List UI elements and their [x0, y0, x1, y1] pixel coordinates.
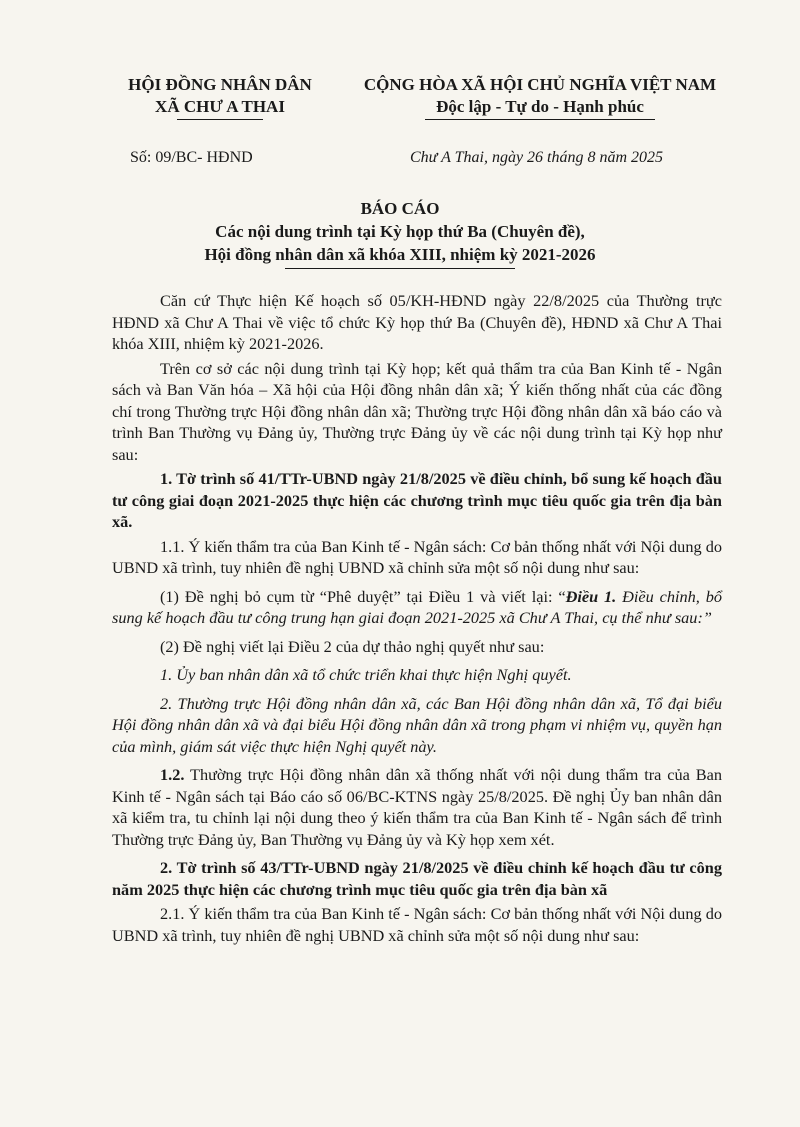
section-1-heading: 1. Tờ trình số 41/TTr-UBND ngày 21/8/2025 về điều chỉnh, bổ sung kế hoạch đầu tư công giai đoạn 2021-2025 thực hiện các chương trình mục tiêu quốc gia trên địa bàn xã. — [112, 469, 722, 531]
national-motto — [335, 74, 745, 120]
title-line-2: Hội đồng nhân dân xã khóa XIII, nhiệm kỳ 2021-2026 — [204, 245, 596, 264]
document-number: Số: 09/BC- HĐND — [130, 149, 253, 166]
issuing-organization — [110, 74, 330, 120]
nation-line-1: CỘNG HÒA XÃ HỘI CHỦ NGHĨA VIỆT NAM — [363, 75, 717, 94]
title-kind: BÁO CÁO — [360, 199, 440, 218]
title-line-1: Các nội dung trình tại Kỳ họp thứ Ba (Chuyên đề), — [215, 222, 585, 241]
article-2-clause-2: 2. Thường trực Hội đồng nhân dân xã, các Ban Hội đồng nhân dân xã, Tổ đại biểu Hội đồng nhân dân xã và đại biểu Hội đồng nhân dân xã trong phạm vi nhiệm vụ, quyền hạn của mình, giám sát việc thực hiện Nghị quyết này. — [112, 693, 722, 756]
section-1-2 — [112, 764, 722, 850]
org-underline — [177, 119, 263, 120]
section-2-1: 2.1. Ý kiến thẩm tra của Ban Kinh tế - Ngân sách: Cơ bản thống nhất với Nội dung do UBND xã trình, tuy nhiên đề nghị UBND xã chỉnh sửa một số nội dung như sau: — [112, 904, 722, 945]
item-1-article: Điều 1. — [565, 586, 617, 606]
section-1-2-number: 1.2. — [160, 765, 185, 784]
document-title — [100, 197, 700, 269]
item-1-prefix: (1) Đề nghị bỏ cụm từ “Phê duyệt” tại Điều 1 và viết lại: “ — [160, 586, 566, 606]
section-2-heading: 2. Tờ trình số 43/TTr-UBND ngày 21/8/2025 về điều chỉnh kế hoạch đầu tư công năm 2025 thực hiện các chương trình mục tiêu quốc gia trên địa bàn xã — [112, 858, 722, 899]
article-2-clause-1: 1. Ủy ban nhân dân xã tổ chức triển khai thực hiện Nghị quyết. — [160, 665, 572, 684]
section-1-2-text: Thường trực Hội đồng nhân dân xã thống nhất với nội dung thẩm tra của Ban Kinh tế - Ngân sách tại Báo cáo số 06/BC-KTNS ngày 25/8/2025. Đề nghị Ủy ban nhân dân xã kiểm tra, tu chỉnh lại nội dung theo ý kiến thẩm tra của Ban Kinh tế - Ngân sách để trình Thường trực Đảng ủy, Ban Thường vụ Đảng ủy và Kỳ họp xem xét. — [112, 765, 722, 849]
nation-line-2: Độc lập - Tự do - Hạnh phúc — [436, 97, 644, 116]
place-date: Chư A Thai, ngày 26 tháng 8 năm 2025 — [410, 149, 664, 166]
title-underline — [285, 268, 515, 269]
paragraph-context: Trên cơ sở các nội dung trình tại Kỳ họp; kết quả thẩm tra của Ban Kinh tế - Ngân sách và Ban Văn hóa – Xã hội của Hội đồng nhân dân xã; Ý kiến thống nhất của các đồng chí trong Thường trực Hội đồng nhân dân xã; Thường trực Hội đồng nhân dân xã báo cáo và trình Ban Thường vụ Đảng ủy, Thường trực Đảng ủy về các nội dung trình tại Kỳ họp như sau: — [112, 358, 722, 464]
document-body — [112, 290, 722, 949]
org-line-2: XÃ CHƯ A THAI — [155, 97, 285, 116]
section-1-1-item-1 — [112, 586, 722, 629]
item-1-text: Điều chỉnh, bổ sung kế hoạch đầu tư công trung hạn giai đoạn 2021-2025 xã Chư A Thai, cụ thể như sau:” — [112, 586, 722, 627]
section-1-1: 1.1. Ý kiến thẩm tra của Ban Kinh tế - Ngân sách: Cơ bản thống nhất với Nội dung do UBND xã trình, tuy nhiên đề nghị UBND xã chỉnh sửa một số nội dung như sau: — [112, 536, 722, 577]
org-line-1: HỘI ĐỒNG NHÂN DÂN — [128, 75, 312, 94]
motto-underline — [425, 119, 655, 120]
paragraph-basis: Căn cứ Thực hiện Kế hoạch số 05/KH-HĐND ngày 22/8/2025 của Thường trực HĐND xã Chư A Thai về việc tổ chức Kỳ họp thứ Ba (Chuyên đề), HĐND xã Chư A Thai khóa XIII, nhiệm kỳ 2021-2026. — [112, 291, 722, 353]
section-1-1-item-2: (2) Đề nghị viết lại Điều 2 của dự thảo nghị quyết như sau: — [160, 636, 545, 656]
